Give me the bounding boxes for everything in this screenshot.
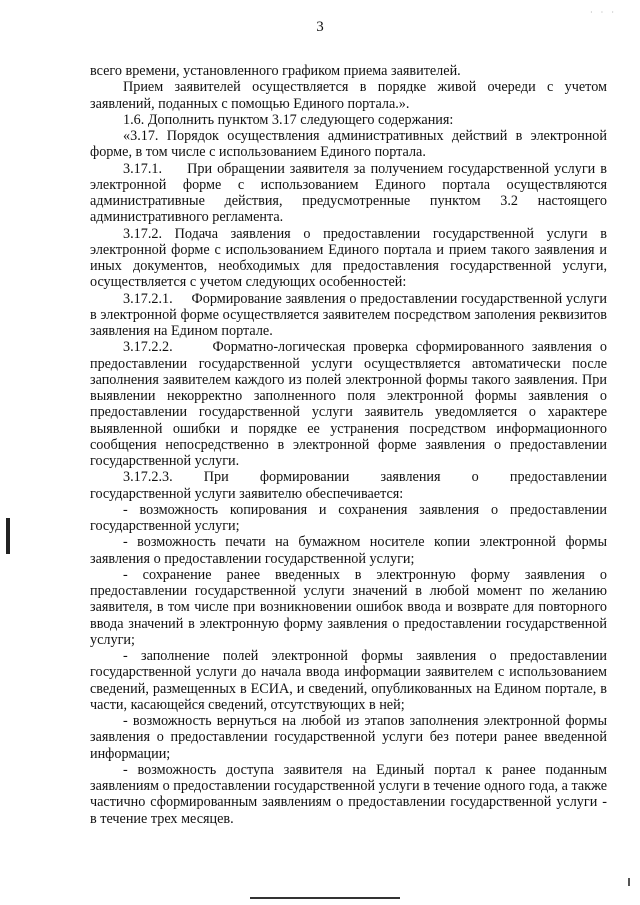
paragraph: - возможность печати на бумажном носителе копии электронной формы заявления о предоставлении государственной услуги; xyxy=(90,534,611,567)
document-body xyxy=(90,63,611,827)
scan-artifact: · · · xyxy=(590,8,617,17)
paragraph: Прием заявителей осуществляется в порядке живой очереди с учетом заявлений, поданных с помощью Единого портала.». xyxy=(90,79,611,112)
paragraph: - возможность доступа заявителя на Единый портал к ранее поданным заявлениям о предоставлении государственной услуги в течение одного года, а также частично сформированным заявлениям о предоставлении государственной услуги - в течение трех месяцев. xyxy=(90,761,611,827)
paragraph: всего времени, установленного графиком приема заявителей. xyxy=(90,63,461,79)
paragraph: 3.17.1. При обращении заявителя за получением государственной услуги в электронной форме с использованием Единого портала осуществляются административные действия, предусмотренные пунктом 3.2 настоящего административного регламента. xyxy=(90,160,611,226)
paragraph: «3.17. Порядок осуществления административных действий в электронной форме, в том числе с использованием Единого портала. xyxy=(90,128,611,161)
page-number: 3 xyxy=(316,19,324,35)
scan-edge-mark xyxy=(6,518,10,554)
paragraph: - возможность вернуться на любой из этапов заполнения электронной формы заявления о предоставлении государственной услуги без потери ранее введенной информации; xyxy=(90,713,611,762)
paragraph: 3.17.2.2. Форматно-логическая проверка сформированного заявления о предоставлении государственной услуги осуществляется автоматически после заполнения заявителем каждого из полей электронной формы такого заявления. При выявлении некорректно заполненного поля электронной формы заявления о предоставлении государственной услуги заявитель уведомляется о характере выявленной ошибки и порядке ее устранения посредством информационного сообщения непосредственно в электронной форме заявления о предоставлении государственной услуги. xyxy=(90,339,611,469)
paragraph: - возможность копирования и сохранения заявления о предоставлении государственной услуги; xyxy=(90,501,611,534)
scan-corner-mark xyxy=(628,878,630,886)
paragraph: 3.17.2.3. При формировании заявления о предоставлении государственной услуги заявителю обеспечивается: xyxy=(90,469,611,502)
paragraph: 3.17.2.1. Формирование заявления о предоставлении государственной услуги в электронной форме осуществляется заявителем посредством заполения реквизитов заявления на Едином портале. xyxy=(90,290,611,339)
paragraph: - заполнение полей электронной формы заявления о предоставлении государственной услуги до начала ввода информации заявителем с использованием сведений, размещенных в ЕСИА, и сведений, опубликованных на Едином портале, в части, касающейся сведений, отсутствующих в ней; xyxy=(90,648,611,713)
footer-rule xyxy=(250,897,400,899)
paragraph: - сохранение ранее введенных в электронную форму заявления о предоставлении государственной услуги значений в любой момент по желанию заявителя, в том числе при возникновении ошибок ввода и возврате для повторного ввода значений в электронную форму заявления о предоставлении государственной услуги; xyxy=(90,566,611,648)
paragraph: 1.6. Дополнить пунктом 3.17 следующего содержания: xyxy=(123,111,454,128)
paragraph: 3.17.2. Подача заявления о предоставлении государственной услуги в электронной форме с использованием Единого портала и прием такого заявления и иных документов, необходимых для предоставления государственной услуги, осуществляется с учетом следующих особенностей: xyxy=(90,225,611,291)
